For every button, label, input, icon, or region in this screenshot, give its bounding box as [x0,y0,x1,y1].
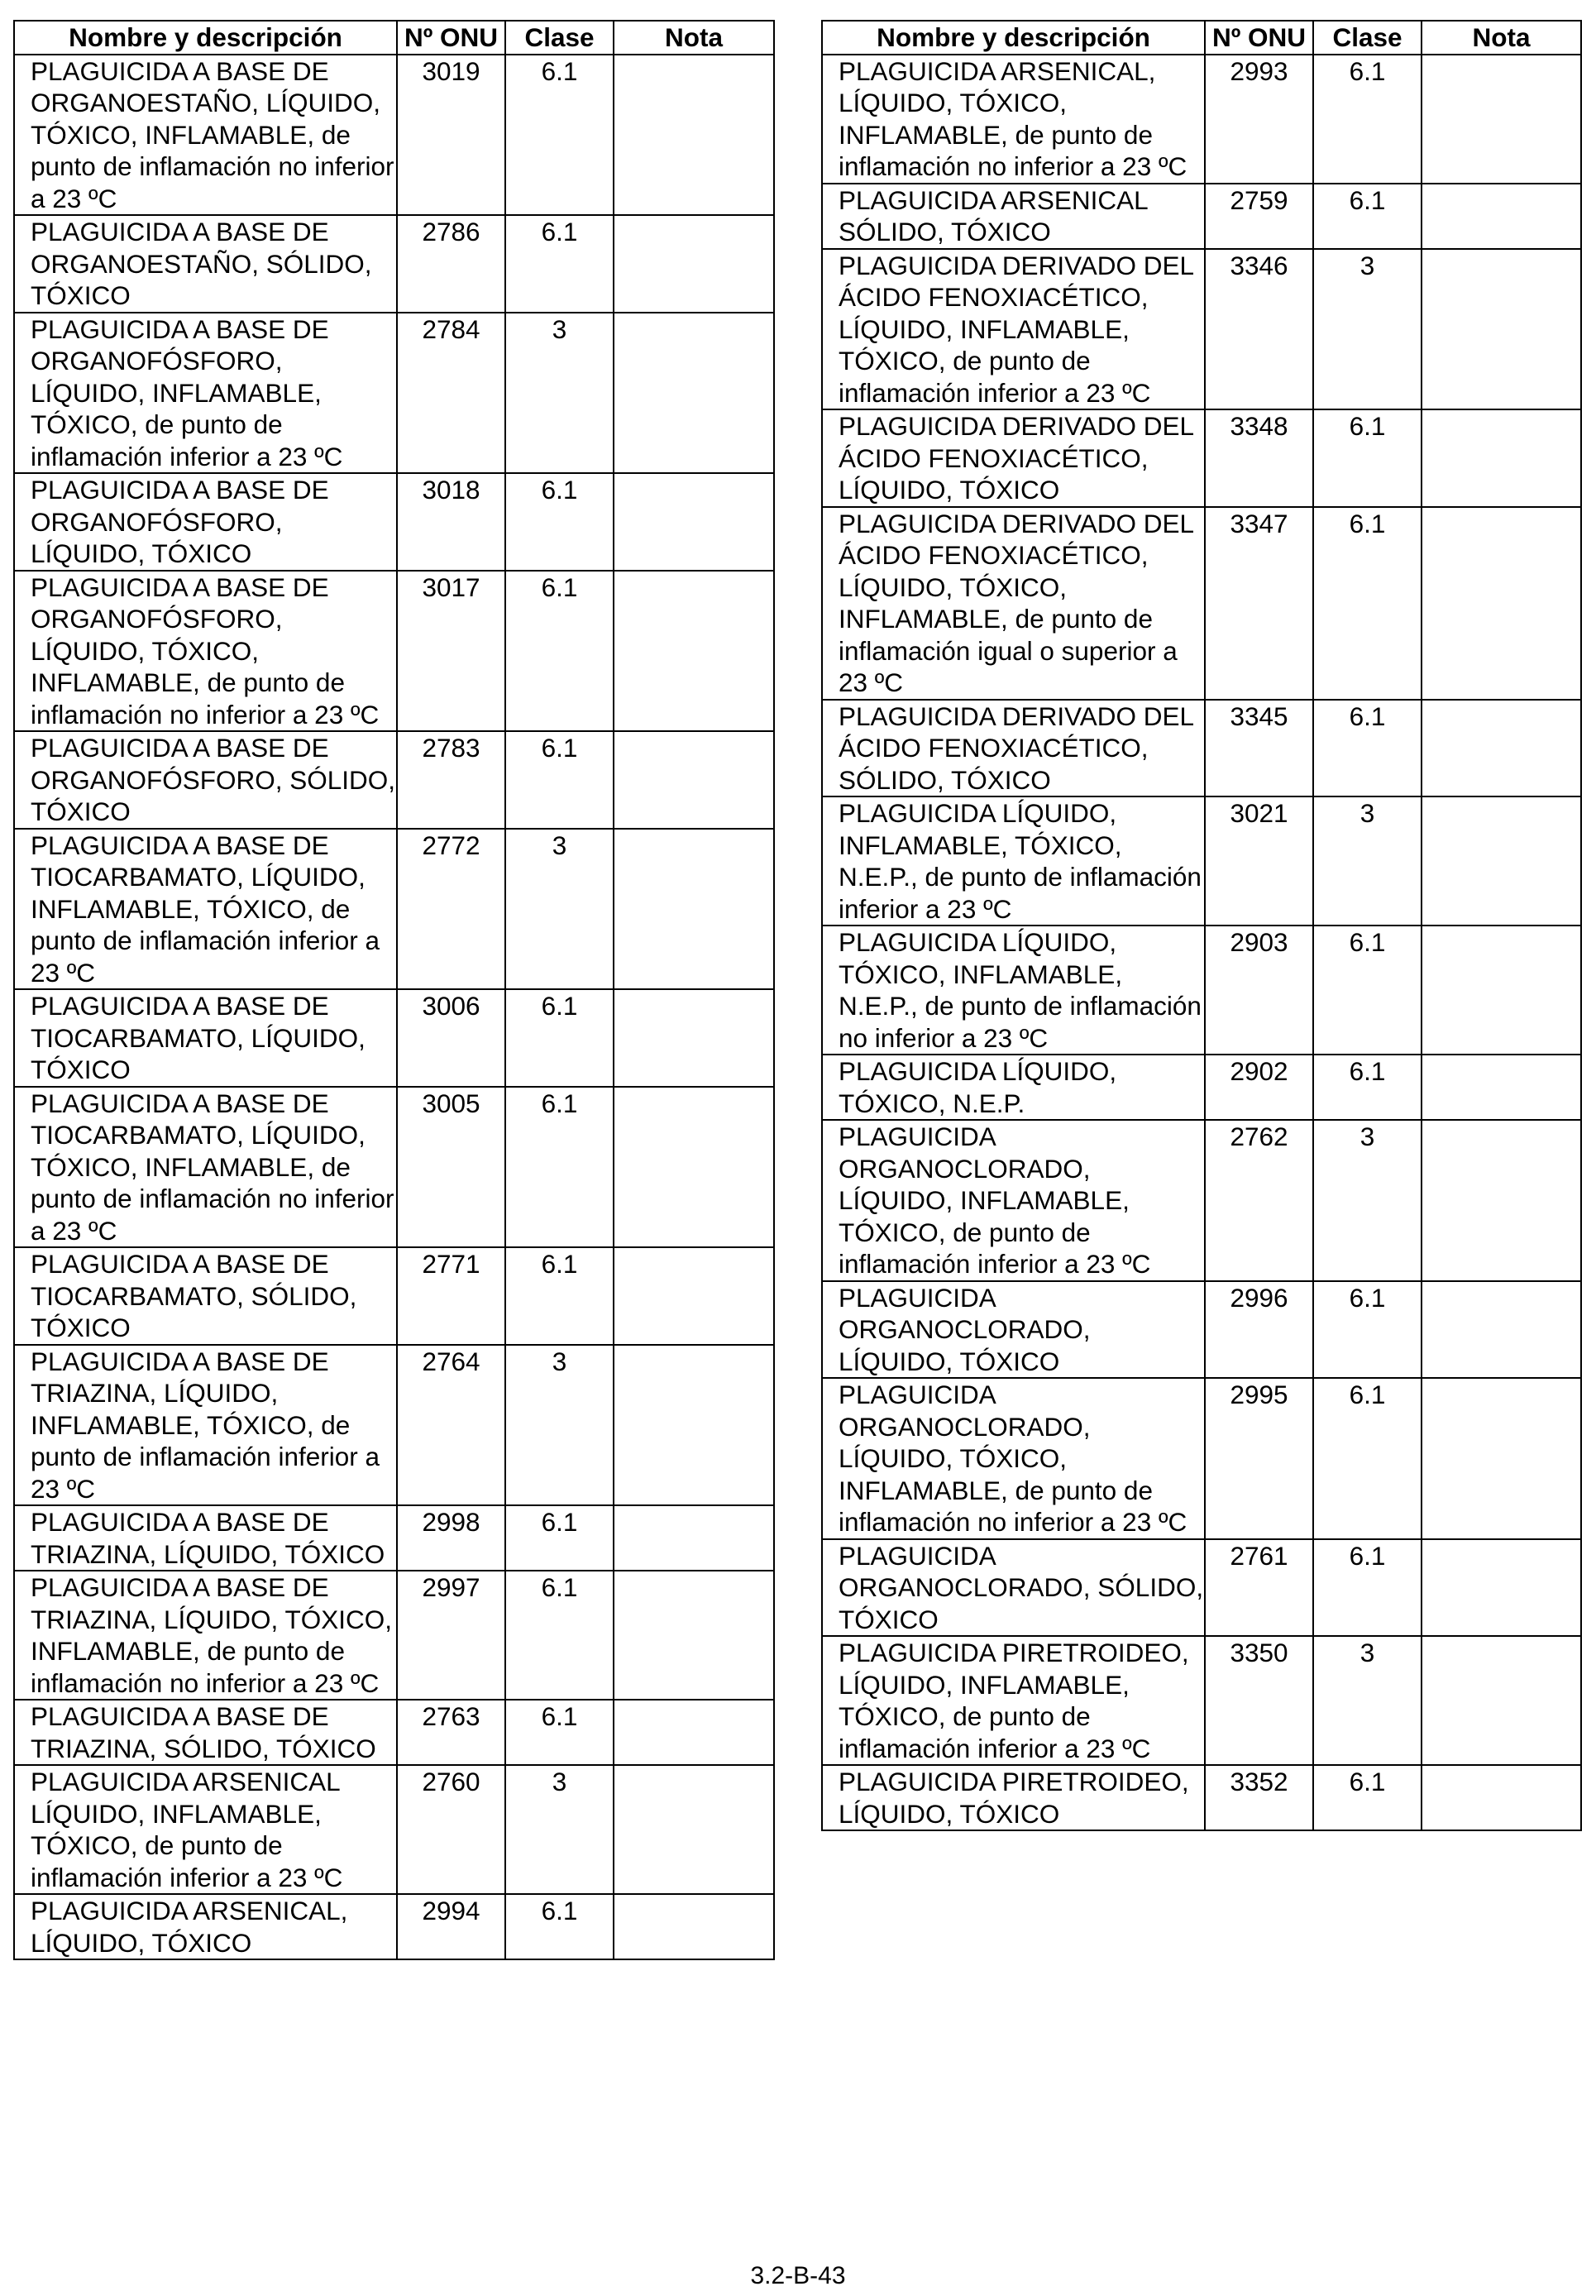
header-name: Nombre y descripción [14,21,397,55]
cell-note [614,1700,774,1765]
cell-class: 6.1 [1313,507,1422,700]
cell-class: 6.1 [505,1700,614,1765]
cell-un-number: 2772 [397,829,505,990]
table-row [14,215,774,313]
header-un-number: Nº ONU [397,21,505,55]
cell-name: PLAGUICIDA ORGANOCLORADO, LÍQUIDO, TÓXICO [822,1281,1205,1379]
cell-note [614,473,774,571]
cell-note [1422,700,1581,797]
cell-name: PLAGUICIDA ARSENICAL, LÍQUIDO, TÓXICO, INFLAMABLE, de punto de inflamación no inferior a 23 ºC [822,55,1205,184]
cell-class: 6.1 [505,1894,614,1959]
cell-note [614,1571,774,1700]
cell-name: PLAGUICIDA A BASE DE ORGANOFÓSFORO, LÍQUIDO, TÓXICO [14,473,397,571]
cell-note [614,989,774,1087]
table-row [14,473,774,571]
cell-class: 6.1 [1313,55,1422,184]
cell-class: 3 [1313,1636,1422,1765]
cell-class: 3 [1313,1120,1422,1281]
cell-note [614,1247,774,1345]
cell-class: 6.1 [1313,1055,1422,1120]
header-class: Clase [1313,21,1422,55]
cell-class: 6.1 [505,1571,614,1700]
cell-un-number: 2783 [397,731,505,829]
cell-name: PLAGUICIDA DERIVADO DEL ÁCIDO FENOXIACÉTICO, LÍQUIDO, TÓXICO [822,409,1205,507]
cell-un-number: 2763 [397,1700,505,1765]
table-row [822,1055,1581,1120]
cell-note [1422,55,1581,184]
cell-note [614,829,774,990]
cell-note [614,313,774,474]
cell-name: PLAGUICIDA A BASE DE TRIAZINA, LÍQUIDO, INFLAMABLE, TÓXICO, de punto de inflamación inferior a 23 ºC [14,1345,397,1506]
cell-class: 3 [505,313,614,474]
cell-name: PLAGUICIDA A BASE DE ORGANOFÓSFORO, LÍQUIDO, TÓXICO, INFLAMABLE, de punto de inflamación no inferior a 23 ºC [14,571,397,732]
cell-un-number: 2997 [397,1571,505,1700]
table-row [822,1378,1581,1539]
cell-un-number: 3348 [1205,409,1313,507]
cell-un-number: 2995 [1205,1378,1313,1539]
cell-un-number: 2902 [1205,1055,1313,1120]
cell-name: PLAGUICIDA A BASE DE TIOCARBAMATO, LÍQUIDO, TÓXICO, INFLAMABLE, de punto de inflamación no inferior a 23 ºC [14,1087,397,1248]
cell-un-number: 2759 [1205,184,1313,249]
table-row [14,989,774,1087]
cell-un-number: 2760 [397,1765,505,1894]
cell-class: 6.1 [505,1247,614,1345]
cell-name: PLAGUICIDA ORGANOCLORADO, SÓLIDO, TÓXICO [822,1539,1205,1637]
cell-class: 6.1 [505,215,614,313]
cell-class: 6.1 [1313,700,1422,797]
table-row [14,1345,774,1506]
table-header-row [822,21,1581,55]
cell-un-number: 3019 [397,55,505,216]
cell-class: 6.1 [505,989,614,1087]
cell-un-number: 3018 [397,473,505,571]
cell-class: 6.1 [505,473,614,571]
table-row [14,1087,774,1248]
cell-class: 6.1 [1313,1281,1422,1379]
cell-class: 6.1 [505,55,614,216]
table-row [822,409,1581,507]
header-name: Nombre y descripción [822,21,1205,55]
cell-note [614,1505,774,1571]
cell-name: PLAGUICIDA A BASE DE TRIAZINA, LÍQUIDO, TÓXICO, INFLAMABLE, de punto de inflamación no inferior a 23 ºC [14,1571,397,1700]
cell-class: 6.1 [1313,1539,1422,1637]
table-body [822,55,1581,1831]
cell-note [1422,184,1581,249]
cell-un-number: 2994 [397,1894,505,1959]
cell-name: PLAGUICIDA A BASE DE TIOCARBAMATO, LÍQUIDO, TÓXICO [14,989,397,1087]
header-note: Nota [1422,21,1581,55]
cell-note [1422,249,1581,410]
cell-class: 6.1 [505,571,614,732]
table-row [14,1894,774,1959]
cell-un-number: 3005 [397,1087,505,1248]
table-row [822,1281,1581,1379]
table-row [822,184,1581,249]
table-row [822,249,1581,410]
cell-name: PLAGUICIDA PIRETROIDEO, LÍQUIDO, INFLAMABLE, TÓXICO, de punto de inflamación inferior a 23 ºC [822,1636,1205,1765]
cell-note [614,215,774,313]
table-row [14,571,774,732]
cell-note [614,1765,774,1894]
cell-name: PLAGUICIDA ORGANOCLORADO, LÍQUIDO, TÓXICO, INFLAMABLE, de punto de inflamación no inferior a 23 ºC [822,1378,1205,1539]
cell-un-number: 3347 [1205,507,1313,700]
cell-note [1422,796,1581,926]
cell-name: PLAGUICIDA ARSENICAL, LÍQUIDO, TÓXICO [14,1894,397,1959]
table-row [822,796,1581,926]
table-row [14,1700,774,1765]
dangerous-goods-table-right [821,20,1582,1831]
cell-un-number: 2771 [397,1247,505,1345]
cell-name: PLAGUICIDA A BASE DE TIOCARBAMATO, LÍQUIDO, INFLAMABLE, TÓXICO, de punto de inflamación inferior a 23 ºC [14,829,397,990]
cell-class: 3 [505,1345,614,1506]
cell-un-number: 3017 [397,571,505,732]
cell-name: PLAGUICIDA ARSENICAL LÍQUIDO, INFLAMABLE, TÓXICO, de punto de inflamación inferior a 23 ºC [14,1765,397,1894]
table-row [14,1247,774,1345]
cell-name: PLAGUICIDA LÍQUIDO, TÓXICO, N.E.P. [822,1055,1205,1120]
table-row [14,313,774,474]
table-row [822,1539,1581,1637]
cell-class: 6.1 [1313,926,1422,1055]
cell-un-number: 2761 [1205,1539,1313,1637]
cell-note [1422,1765,1581,1830]
table-row [14,1765,774,1894]
table-row [822,1120,1581,1281]
cell-un-number: 3346 [1205,249,1313,410]
cell-class: 3 [505,1765,614,1894]
cell-name: PLAGUICIDA A BASE DE ORGANOFÓSFORO, LÍQUIDO, INFLAMABLE, TÓXICO, de punto de inflamación inferior a 23 ºC [14,313,397,474]
cell-un-number: 2786 [397,215,505,313]
cell-class: 6.1 [505,731,614,829]
header-note: Nota [614,21,774,55]
cell-name: PLAGUICIDA PIRETROIDEO, LÍQUIDO, TÓXICO [822,1765,1205,1830]
cell-un-number: 3352 [1205,1765,1313,1830]
table-row [822,926,1581,1055]
cell-note [614,1087,774,1248]
cell-name: PLAGUICIDA LÍQUIDO, TÓXICO, INFLAMABLE, N.E.P., de punto de inflamación no inferior a 23 ºC [822,926,1205,1055]
cell-class: 3 [1313,249,1422,410]
table-row [822,55,1581,184]
cell-name: PLAGUICIDA A BASE DE TRIAZINA, SÓLIDO, TÓXICO [14,1700,397,1765]
cell-note [614,1894,774,1959]
table-row [14,1505,774,1571]
cell-un-number: 2784 [397,313,505,474]
cell-class: 3 [1313,796,1422,926]
cell-note [1422,1281,1581,1379]
cell-un-number: 2903 [1205,926,1313,1055]
cell-name: PLAGUICIDA A BASE DE TIOCARBAMATO, SÓLIDO, TÓXICO [14,1247,397,1345]
page-number: 3.2-B-43 [750,2262,846,2289]
cell-un-number: 2998 [397,1505,505,1571]
cell-note [614,55,774,216]
cell-note [1422,1378,1581,1539]
cell-note [1422,1120,1581,1281]
dangerous-goods-table-left [13,20,775,1960]
table-row [822,1765,1581,1830]
cell-note [1422,409,1581,507]
cell-un-number: 3350 [1205,1636,1313,1765]
cell-un-number: 2764 [397,1345,505,1506]
table-row [14,829,774,990]
cell-name: PLAGUICIDA DERIVADO DEL ÁCIDO FENOXIACÉTICO, SÓLIDO, TÓXICO [822,700,1205,797]
cell-name: PLAGUICIDA A BASE DE ORGANOESTAÑO, SÓLIDO, TÓXICO [14,215,397,313]
table-header-row [14,21,774,55]
cell-un-number: 3006 [397,989,505,1087]
cell-name: PLAGUICIDA DERIVADO DEL ÁCIDO FENOXIACÉTICO, LÍQUIDO, INFLAMABLE, TÓXICO, de punto de inflamación inferior a 23 ºC [822,249,1205,410]
cell-class: 6.1 [1313,1378,1422,1539]
table-row [822,507,1581,700]
cell-un-number: 3345 [1205,700,1313,797]
cell-name: PLAGUICIDA LÍQUIDO, INFLAMABLE, TÓXICO, N.E.P., de punto de inflamación inferior a 23 ºC [822,796,1205,926]
cell-un-number: 3021 [1205,796,1313,926]
cell-note [614,571,774,732]
cell-class: 6.1 [1313,184,1422,249]
cell-un-number: 2993 [1205,55,1313,184]
cell-class: 6.1 [1313,409,1422,507]
cell-note [1422,926,1581,1055]
cell-note [1422,1539,1581,1637]
table-row [822,700,1581,797]
cell-class: 6.1 [505,1087,614,1248]
table-row [822,1636,1581,1765]
cell-note [1422,507,1581,700]
table-row [14,55,774,216]
cell-name: PLAGUICIDA A BASE DE ORGANOESTAÑO, LÍQUIDO, TÓXICO, INFLAMABLE, de punto de inflamación no inferior a 23 ºC [14,55,397,216]
cell-class: 6.1 [505,1505,614,1571]
cell-name: PLAGUICIDA A BASE DE ORGANOFÓSFORO, SÓLIDO, TÓXICO [14,731,397,829]
table-row [14,731,774,829]
cell-class: 3 [505,829,614,990]
cell-name: PLAGUICIDA ARSENICAL SÓLIDO, TÓXICO [822,184,1205,249]
header-class: Clase [505,21,614,55]
cell-note [614,1345,774,1506]
cell-note [614,731,774,829]
cell-un-number: 2996 [1205,1281,1313,1379]
cell-name: PLAGUICIDA A BASE DE TRIAZINA, LÍQUIDO, TÓXICO [14,1505,397,1571]
table-row [14,1571,774,1700]
table-body [14,55,774,1960]
cell-un-number: 2762 [1205,1120,1313,1281]
cell-note [1422,1055,1581,1120]
cell-note [1422,1636,1581,1765]
cell-name: PLAGUICIDA ORGANOCLORADO, LÍQUIDO, INFLAMABLE, TÓXICO, de punto de inflamación inferior a 23 ºC [822,1120,1205,1281]
cell-class: 6.1 [1313,1765,1422,1830]
cell-name: PLAGUICIDA DERIVADO DEL ÁCIDO FENOXIACÉTICO, LÍQUIDO, TÓXICO, INFLAMABLE, de punto de inflamación igual o superior a 23 ºC [822,507,1205,700]
header-un-number: Nº ONU [1205,21,1313,55]
